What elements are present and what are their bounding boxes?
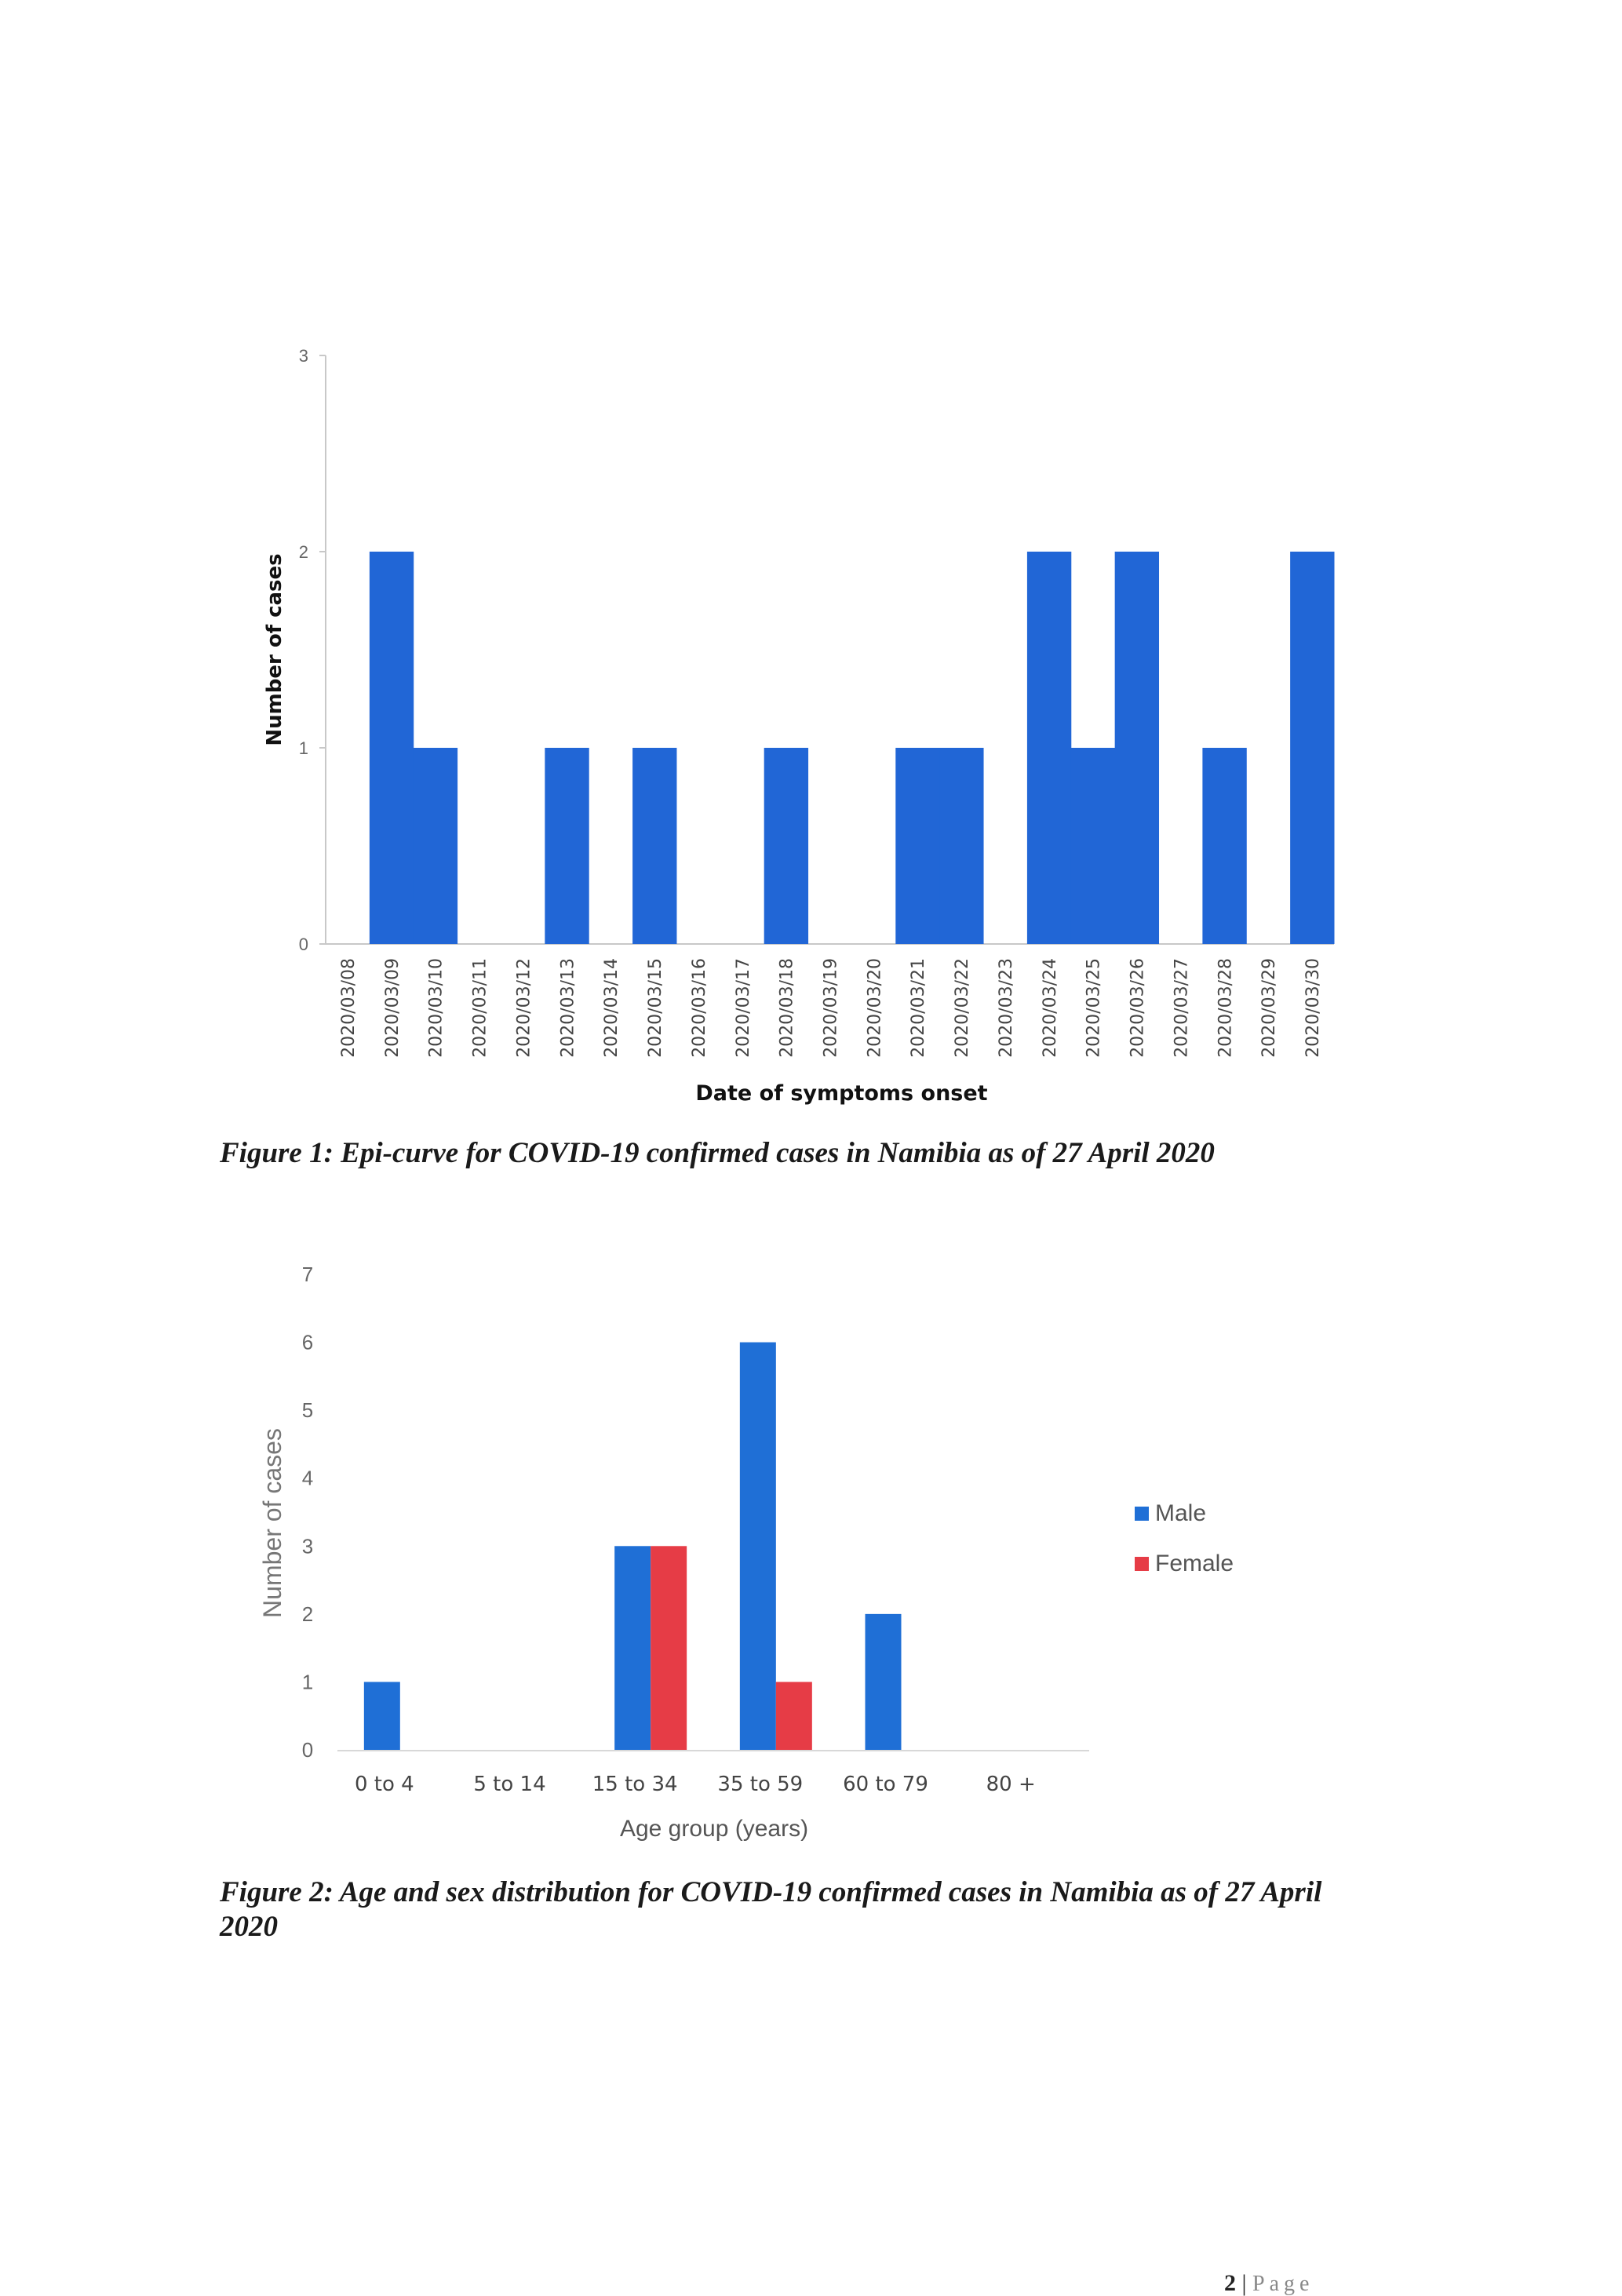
x-category-label: 2020/03/28	[1216, 958, 1236, 1058]
x-category-label: 2020/03/14	[602, 958, 622, 1058]
x-category-label: 2020/03/18	[777, 958, 797, 1058]
x-category-label: 35 to 59	[717, 1773, 804, 1796]
x-category-label: 2020/03/12	[514, 958, 534, 1058]
bar-female	[651, 1546, 687, 1750]
x-category-label: 2020/03/27	[1172, 958, 1192, 1058]
y-tick-label: 2	[301, 1602, 314, 1626]
x-category-label: 5 to 14	[473, 1773, 546, 1796]
epi-bar	[545, 748, 589, 944]
epi-bar	[939, 748, 983, 944]
legend-label-female: Female	[1155, 1551, 1234, 1576]
x-category-label: 2020/03/20	[865, 958, 885, 1058]
epi-bar	[1202, 748, 1246, 944]
y-tick-label: 4	[301, 1466, 314, 1490]
x-category-label: 2020/03/11	[470, 958, 490, 1058]
bar-female	[776, 1682, 812, 1750]
y-axis-title: Number of cases	[263, 553, 286, 746]
epi-bar	[1115, 552, 1159, 944]
y-tick-label: 1	[301, 1670, 314, 1694]
page-number: 2	[1224, 2270, 1236, 2296]
page-word: Page	[1252, 2272, 1314, 2296]
page-footer	[1224, 2272, 1314, 2295]
epi-bar	[1071, 748, 1115, 944]
y-axis-title: Number of cases	[258, 1428, 286, 1618]
epi-bar	[895, 748, 939, 944]
x-category-label: 2020/03/16	[689, 958, 709, 1058]
y-tick-label: 5	[301, 1398, 314, 1423]
page-separator: |	[1241, 2270, 1247, 2296]
x-category-label: 0 to 4	[354, 1773, 414, 1796]
figure-1-caption: Figure 1: Epi-curve for COVID-19 confirmed cases in Namibia as of 27 April 2020	[220, 1137, 1215, 1169]
x-category-label: 2020/03/30	[1303, 958, 1324, 1058]
x-category-label: 2020/03/13	[558, 958, 578, 1058]
x-category-label: 2020/03/15	[646, 958, 666, 1058]
x-category-label: 2020/03/26	[1128, 958, 1148, 1058]
figure-2-caption: Figure 2: Age and sex distribution for COVID-19 confirmed cases in Namibia as of 27 April 2020	[220, 1876, 1322, 1943]
x-category-label: 2020/03/21	[909, 958, 929, 1058]
x-category-label: 2020/03/19	[821, 958, 841, 1058]
x-category-label: 60 to 79	[843, 1773, 928, 1796]
x-category-label: 2020/03/08	[338, 958, 359, 1058]
y-tick-label: 6	[301, 1330, 314, 1354]
y-tick-label: 3	[301, 1534, 314, 1558]
x-category-label: 2020/03/22	[953, 958, 973, 1058]
x-category-label: 15 to 34	[592, 1773, 678, 1796]
epi-bar	[1027, 552, 1071, 944]
legend-swatch-male	[1135, 1507, 1149, 1521]
x-category-label: 2020/03/25	[1084, 958, 1104, 1058]
bar-male	[614, 1546, 651, 1750]
x-category-label: 2020/03/24	[1040, 958, 1060, 1058]
y-tick-label: 0	[301, 1738, 314, 1762]
legend-swatch-female	[1135, 1557, 1149, 1571]
x-category-label: 2020/03/09	[382, 958, 403, 1058]
age-sex-chart	[0, 1232, 1622, 1860]
epi-bar	[632, 748, 676, 944]
x-category-label: 2020/03/29	[1259, 958, 1280, 1058]
epi-bar	[764, 748, 808, 944]
bar-male	[740, 1343, 776, 1750]
x-category-label: 2020/03/17	[733, 958, 753, 1058]
x-category-label: 2020/03/10	[426, 958, 447, 1058]
epi-bar	[370, 552, 414, 944]
bar-male	[364, 1682, 400, 1750]
y-tick-label: 1	[298, 738, 308, 758]
y-tick-label: 0	[298, 935, 308, 954]
x-axis-title: Age group (years)	[619, 1816, 809, 1842]
bar-male	[866, 1614, 902, 1750]
epi-bar	[414, 748, 457, 944]
epi-curve-chart	[0, 298, 1622, 1122]
epi-bar	[1290, 552, 1334, 944]
legend-label-male: Male	[1155, 1500, 1207, 1526]
x-axis-title: Date of symptoms onset	[695, 1081, 988, 1106]
x-category-label: 2020/03/23	[996, 958, 1016, 1058]
y-tick-label: 2	[298, 542, 308, 562]
x-category-label: 80 +	[986, 1773, 1036, 1796]
y-tick-label: 7	[301, 1263, 314, 1286]
y-tick-label: 3	[298, 346, 308, 366]
